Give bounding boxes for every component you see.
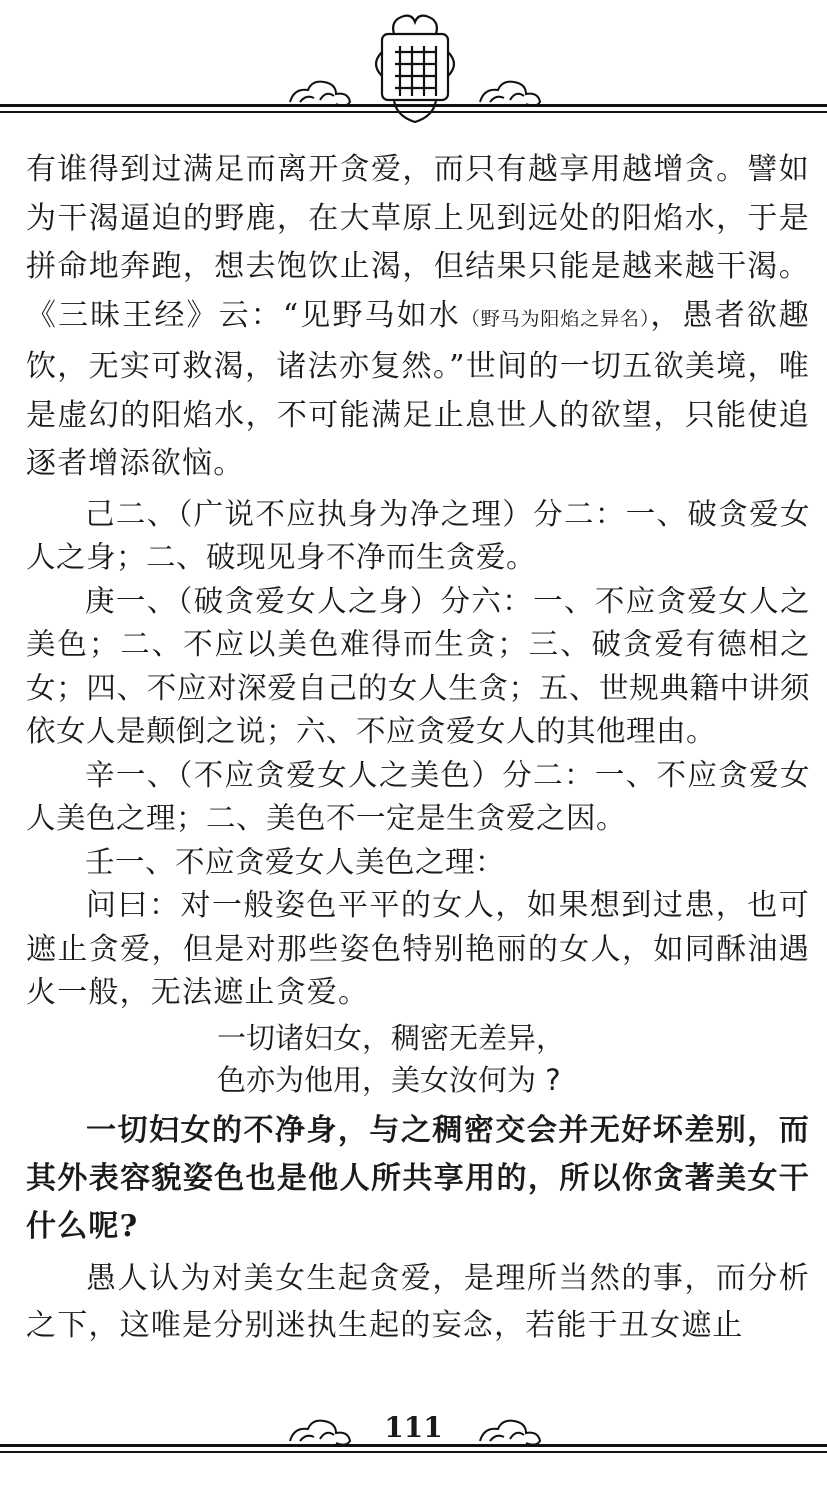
verse-line: 一切诸妇女，稠密无差异，: [217, 1020, 566, 1055]
section-heading: 辛一、（不应贪爱女人之美色）分二：一、不应贪爱女人美色之理；二、美色不一定是生贪爱之因。: [26, 757, 810, 835]
paragraph-text-tail: ，愚者欲趣饮，无实可救渴，诸法亦复然。”世间的一切五欲美境，唯是虚幻的阳焰水，不可能满足止息世人的欲望，只能使追逐者增添欲恼。: [26, 297, 810, 481]
footer-rule-thin: [0, 1451, 827, 1453]
footer-rule: [0, 1444, 827, 1447]
page-header: [0, 0, 827, 140]
paragraph-text: 有谁得到过满足而离开贪爱，而只有越享用越增贪。譬如为干渴逼迫的野鹿，在大草原上见到远处的阳焰水，于是拼命地奔跑，想去饱饮止渴，但结果只能是越来越干渴。《三昧王经》云：“见野马如水: [26, 152, 810, 333]
inline-note: （野马为阳焰之异名）: [460, 307, 651, 330]
section-heading: 己二、（广说不应执身为净之理）分二：一、破贪爱女人之身；二、破现见身不净而生贪爱。: [26, 496, 810, 574]
page-number: 111: [384, 1411, 443, 1444]
bold-commentary: 一切妇女的不净身，与之稠密交会并无好坏差别，而其外表容貌姿色也是他人所共享用的，所以你贪著美女干什么呢?: [26, 1112, 810, 1244]
section-heading: 壬一、不应贪爱女人美色之理：: [85, 844, 506, 879]
page-footer: [0, 1395, 827, 1475]
page-content: [26, 146, 810, 1349]
verse-line: 色亦为他用，美女汝何为 ?: [217, 1062, 561, 1097]
body-paragraph: [26, 146, 810, 489]
section-heading: 庚一、（破贪爱女人之身）分六：一、不应贪爱女人之美色；二、不应以美色难得而生贪；三、破贪爱有德相之女；四、不应对深爱自己的女人生贪；五、世规典籍中讲须依女人是颠倒之说；六、不应贪爱女人的其他理由。: [26, 583, 810, 748]
body-paragraph: 愚人认为对美女生起贪爱，是理所当然的事，而分析之下，这唯是分别迷执生起的妄念，若能于丑女遮止: [26, 1260, 810, 1343]
question-paragraph: 问曰：对一般姿色平平的女人，如果想到过患，也可遮止贪爱，但是对那些姿色特别艳丽的女人，如同酥油遇火一般，无法遮止贪爱。: [26, 888, 810, 1010]
endless-knot-ornament: [0, 0, 827, 140]
